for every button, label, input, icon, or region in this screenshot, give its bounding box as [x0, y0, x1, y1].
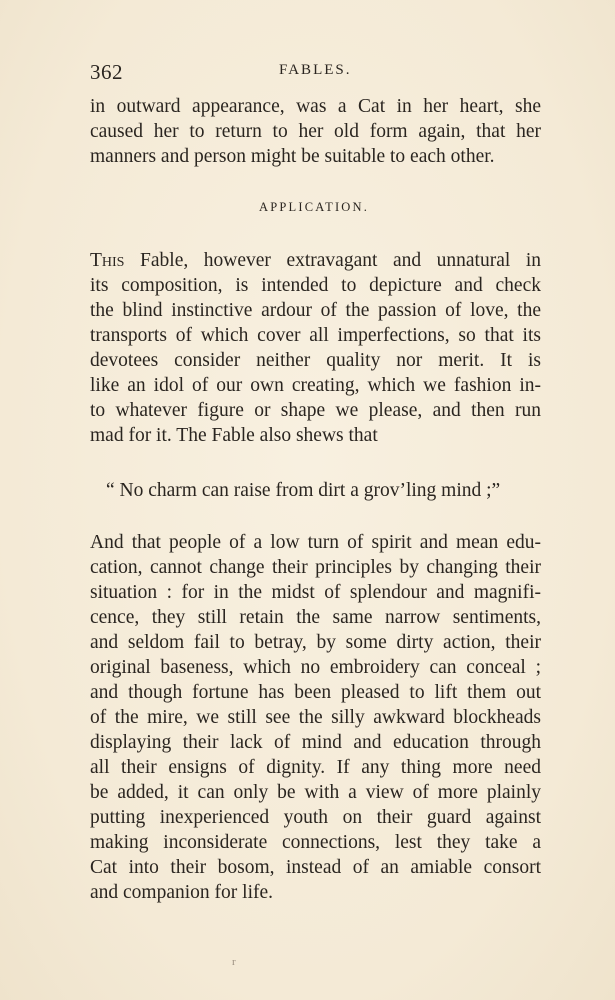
footer-mark: r — [232, 956, 236, 968]
text-line: the blind instinctive ardour of the passion of love, the — [90, 300, 541, 321]
text-line: caused her to return to her old form again, that her — [90, 121, 541, 142]
text-line: displaying their lack of mind and education through — [90, 732, 541, 753]
first-line-rest: Fable, however extravagant and unnatural in — [124, 250, 541, 271]
drop-word: This — [90, 250, 125, 271]
text-line: mad for it. The Fable also shews that — [90, 425, 378, 446]
text-line: and though fortune has been pleased to lift them out — [90, 682, 541, 703]
text-line: cence, they still retain the same narrow sentiments, — [90, 607, 541, 628]
text-line: cation, cannot change their principles by changing their — [90, 557, 541, 578]
text-line: situation : for in the midst of splendour and magnifi- — [90, 582, 541, 603]
paragraph-first-line — [90, 248, 541, 274]
text-line: and companion for life. — [90, 882, 274, 903]
text-line: all their ensigns of dignity. If any thing more need — [90, 757, 541, 778]
text-line: making inconsiderate connections, lest they take a — [90, 832, 541, 853]
text-line: transports of which cover all imperfections, so that its — [90, 325, 541, 346]
text-line: to whatever figure or shape we please, and then run — [90, 400, 541, 421]
running-head: FABLES. — [279, 62, 352, 78]
text-line: And that people of a low turn of spirit and mean edu- — [90, 532, 541, 553]
text-line: be added, it can only be with a view of more plainly — [90, 782, 541, 803]
text-line: its composition, is intended to depicture and check — [90, 275, 541, 296]
text-line: Cat into their bosom, instead of an amiable consort — [90, 857, 541, 878]
text-line: devotees consider neither quality nor merit. It is — [90, 350, 541, 371]
page-number: 362 — [90, 60, 123, 84]
section-heading: APPLICATION. — [259, 200, 370, 214]
text-line: of the mire, we still see the silly awkward blockheads — [90, 707, 541, 728]
quotation: “ No charm can raise from dirt a grov’ling mind ;” — [106, 480, 501, 501]
text-line: manners and person might be suitable to each other. — [90, 146, 495, 167]
text-line: and seldom fail to betray, by some dirty action, their — [90, 632, 541, 653]
text-line: in outward appearance, was a Cat in her heart, she — [90, 96, 541, 117]
text-line: original baseness, which no embroidery can conceal ; — [90, 657, 541, 678]
text-line: putting inexperienced youth on their guard against — [90, 807, 541, 828]
text-line: like an idol of our own creating, which we fashion in- — [90, 375, 541, 396]
